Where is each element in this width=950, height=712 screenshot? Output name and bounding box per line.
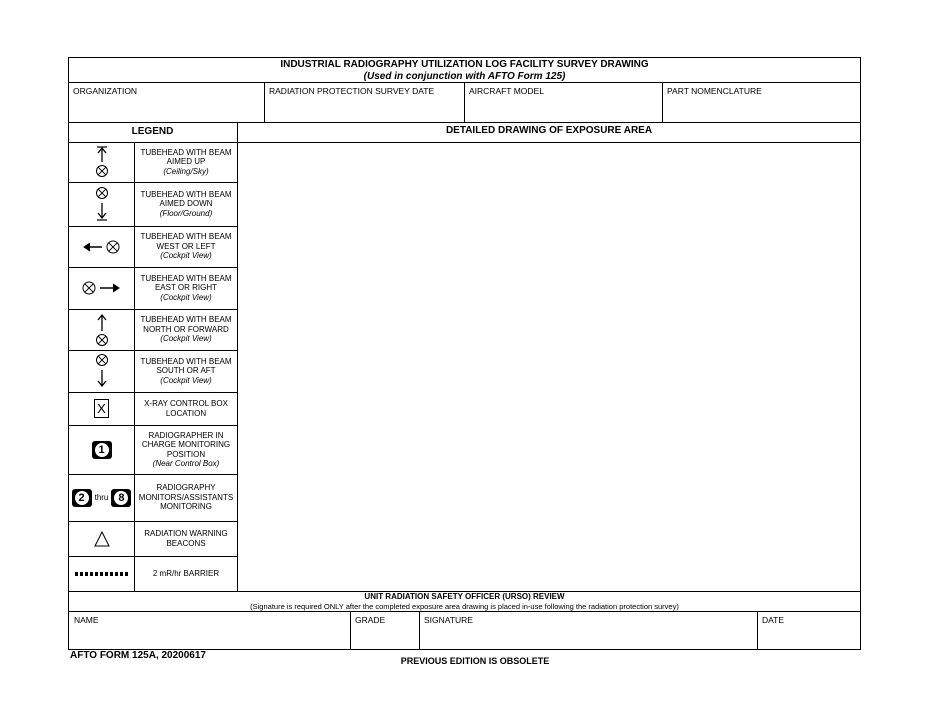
legend-item: [135, 392, 237, 425]
position-two-icon: [72, 489, 92, 507]
exposure-drawing-area[interactable]: [238, 143, 860, 590]
beam-down-icon: [92, 186, 112, 222]
legend-symbol: [68, 142, 135, 182]
legend-line: MONITORS/ASSISTANTS: [138, 492, 234, 502]
divider: [419, 611, 420, 650]
divider: [662, 82, 663, 123]
positions-two-thru-eight-icon: [72, 489, 132, 507]
date-field[interactable]: [762, 626, 858, 648]
legend-line: CHARGE MONITORING: [141, 440, 231, 449]
date-label: DATE: [762, 615, 785, 625]
legend-line: RADIOGRAPHER IN: [148, 430, 224, 440]
legend-line: TUBEHEAD WITH BEAM: [140, 315, 232, 325]
name-label: NAME: [74, 615, 99, 625]
legend-note: (Cockpit View): [160, 375, 212, 385]
legend-item: [135, 350, 237, 392]
divider: [464, 82, 465, 123]
legend-symbol: [68, 556, 135, 591]
divider: [264, 82, 265, 123]
warning-beacon-icon: [94, 531, 110, 547]
beam-west-icon: [82, 239, 122, 255]
legend-line: AIMED UP: [166, 157, 206, 167]
legend-note: (Near Control Box): [152, 459, 220, 468]
beam-south-icon: [92, 354, 112, 388]
legend-line: TUBEHEAD WITH BEAM: [140, 273, 232, 283]
beam-up-icon: [92, 145, 112, 179]
barrier-icon: [75, 571, 129, 577]
legend-line: X-RAY CONTROL BOX: [144, 399, 228, 408]
legend-item: [135, 556, 237, 591]
signature-label: SIGNATURE: [424, 615, 473, 625]
legend-line: MONITORING: [160, 502, 212, 512]
legend-note: (Ceiling/Sky): [163, 166, 209, 176]
review-subtitle: (Signature is required ONLY after the completed exposure area drawing is placed in-use following the radiation protection survey): [250, 602, 679, 611]
legend-line: TUBEHEAD WITH BEAM: [140, 189, 232, 199]
position-one-icon: [92, 441, 112, 459]
legend-item: [135, 309, 237, 350]
legend-line: SOUTH OR AFT: [156, 366, 216, 376]
position-one-number: 1: [95, 443, 109, 457]
legend-line: TUBEHEAD WITH BEAM: [140, 232, 232, 242]
form-header: [68, 57, 861, 83]
legend-line: BEACONS: [166, 538, 206, 548]
legend-note: (Cockpit View): [160, 334, 212, 344]
legend-symbol: [68, 309, 135, 350]
legend-symbol: [68, 425, 135, 474]
legend-line: NORTH OR FORWARD: [143, 324, 229, 334]
legend-line: RADIATION WARNING: [144, 529, 228, 538]
form-title: INDUSTRIAL RADIOGRAPHY UTILIZATION LOG FACILITY SURVEY DRAWING: [280, 59, 649, 70]
divider: [68, 122, 861, 123]
divider: [350, 611, 351, 650]
review-title: UNIT RADIATION SAFETY OFFICER (URSO) REVIEW: [364, 592, 565, 601]
legend-symbol: [68, 521, 135, 556]
legend-symbol: [68, 474, 135, 521]
legend-note: (Floor/Ground): [159, 208, 213, 218]
position-two-number: 2: [75, 491, 89, 505]
form-subtitle: (Used in conjunction with AFTO Form 125): [363, 71, 566, 82]
obsolete-notice: PREVIOUS EDITION IS OBSOLETE: [400, 656, 550, 666]
organization-field[interactable]: [73, 97, 261, 121]
legend-line: 2 mR/hr BARRIER: [152, 568, 220, 578]
legend-item: [135, 521, 237, 556]
grade-label: GRADE: [355, 615, 386, 625]
aircraft-model-label: AIRCRAFT MODEL: [469, 86, 544, 96]
legend-line: TUBEHEAD WITH BEAM: [140, 356, 232, 366]
survey-date-field[interactable]: [269, 97, 461, 121]
legend-heading: LEGEND: [131, 126, 174, 137]
legend-item: [135, 267, 237, 309]
legend-line: TUBEHEAD WITH BEAM: [140, 147, 232, 157]
legend-line: WEST OR LEFT: [156, 241, 216, 251]
legend-line: LOCATION: [165, 408, 207, 418]
legend-symbol: [68, 267, 135, 309]
control-box-letter: X: [97, 401, 106, 416]
position-eight-number: 8: [114, 491, 128, 505]
legend-item: [135, 226, 237, 267]
legend-note: (Cockpit View): [160, 251, 212, 261]
legend-item: [135, 182, 237, 226]
legend-item: [135, 425, 237, 474]
legend-symbol: [68, 392, 135, 425]
legend-line: RADIOGRAPHY: [156, 483, 216, 493]
divider: [757, 611, 758, 650]
legend-item: [135, 474, 237, 521]
drawing-heading: DETAILED DRAWING OF EXPOSURE AREA: [445, 125, 653, 136]
grade-field[interactable]: [355, 626, 415, 648]
legend-line: POSITION: [166, 449, 206, 459]
form-id: AFTO FORM 125A, 20200617: [70, 650, 206, 661]
organization-label: ORGANIZATION: [73, 86, 138, 96]
legend-symbol: [68, 182, 135, 226]
signature-field[interactable]: [424, 626, 754, 648]
legend-line: EAST OR RIGHT: [154, 283, 218, 293]
beam-east-icon: [82, 280, 122, 296]
legend-symbol: [68, 350, 135, 392]
position-eight-icon: [111, 489, 131, 507]
legend-line: AIMED DOWN: [159, 199, 213, 209]
legend-item: [135, 142, 237, 182]
divider: [68, 611, 861, 612]
aircraft-model-field[interactable]: [469, 97, 659, 121]
part-nomenclature-label: PART NOMENCLATURE: [667, 86, 762, 96]
part-nomenclature-field[interactable]: [667, 97, 858, 121]
name-field[interactable]: [74, 626, 346, 648]
control-box-icon: [94, 399, 109, 418]
survey-date-label: RADIATION PROTECTION SURVEY DATE: [269, 86, 435, 96]
beam-north-icon: [92, 313, 112, 347]
legend-note: (Cockpit View): [160, 292, 212, 302]
thru-label: thru: [94, 493, 109, 502]
legend-symbol: [68, 226, 135, 267]
